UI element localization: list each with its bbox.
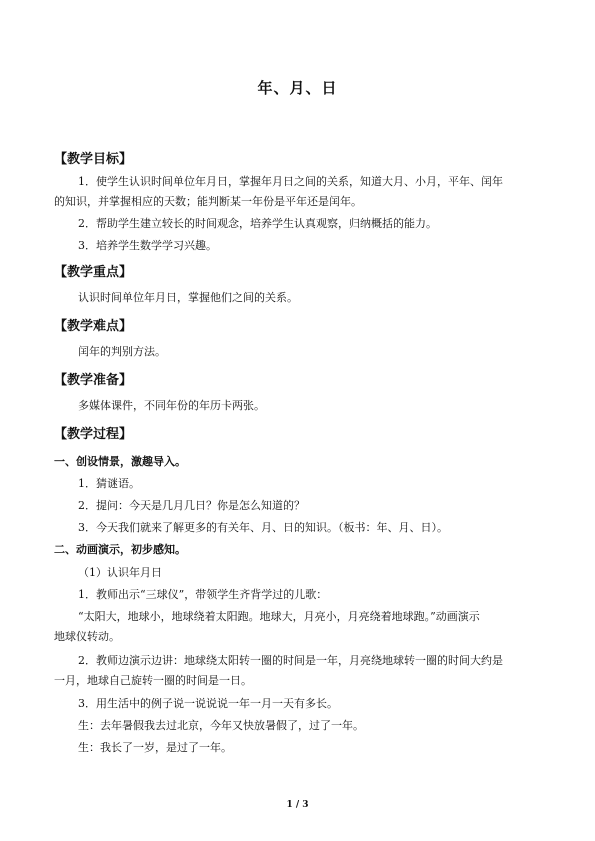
key-points-text: 认识时间单位年月日，掌握他们之间的关系。	[78, 291, 298, 304]
goal-item-1-cont: 的知识，并掌握相应的天数；能判断某一年份是平年还是闰年。	[54, 195, 362, 208]
process-part2-line-6: 一月，地球自己旋转一圈的时间是一日。	[54, 674, 252, 687]
process-part2-line-1: （1）认识年月日	[78, 566, 162, 579]
process-part1-line-1: 1．猜谜语。	[78, 477, 140, 490]
goal-item-3: 3．培养学生数学学习兴趣。	[78, 239, 217, 252]
process-part2-line-3: “太阳大，地球小，地球绕着太阳跑。地球大，月亮小，月亮绕着地球跑。”动画演示	[78, 610, 480, 623]
document-title: 年、月、日	[257, 79, 338, 97]
process-part1-line-2: 2．提问：今天是几月几日？你是怎么知道的？	[78, 499, 305, 512]
section-heading-process: 【教学过程】	[54, 427, 133, 442]
section-heading-key-points: 【教学重点】	[54, 265, 133, 280]
difficulties-text: 闰年的判别方法。	[78, 345, 166, 358]
section-heading-preparation: 【教学准备】	[54, 373, 133, 388]
process-part2-line-5: 2．教师边演示边讲：地球绕太阳转一圈的时间是一年，月亮绕地球转一圈的时间大约是	[78, 654, 503, 667]
section-heading-difficulties: 【教学难点】	[54, 319, 133, 334]
goal-item-1: 1．使学生认识时间单位年月日，掌握年月日之间的关系，知道大月、小月，平年、闰年	[78, 175, 503, 188]
process-part1-heading: 一、创设情景，激趣导入。	[54, 455, 186, 468]
process-part2-line-7: 3．用生活中的例子说一说说说一年一月一天有多长。	[78, 697, 338, 710]
process-part2-line-2: 1．教师出示“三球仪”，带领学生齐背学过的儿歌：	[78, 588, 328, 601]
section-heading-goals: 【教学目标】	[54, 152, 133, 167]
process-part2-line-9: 生：我长了一岁，是过了一年。	[78, 741, 232, 754]
process-part1-line-3: 3．今天我们就来了解更多的有关年、月、日的知识。（板书：年、月、日）。	[78, 521, 448, 534]
process-part2-heading: 二、动画演示，初步感知。	[54, 543, 186, 556]
process-part2-line-4: 地球仪转动。	[54, 630, 120, 643]
preparation-text: 多媒体课件，不同年份的年历卡两张。	[78, 399, 265, 412]
goal-item-2: 2．帮助学生建立较长的时间观念，培养学生认真观察，归纳概括的能力。	[78, 217, 437, 230]
process-part2-line-8: 生：去年暑假我去过北京，今年又快放暑假了，过了一年。	[78, 719, 364, 732]
page-number: 1 / 3	[286, 800, 309, 810]
